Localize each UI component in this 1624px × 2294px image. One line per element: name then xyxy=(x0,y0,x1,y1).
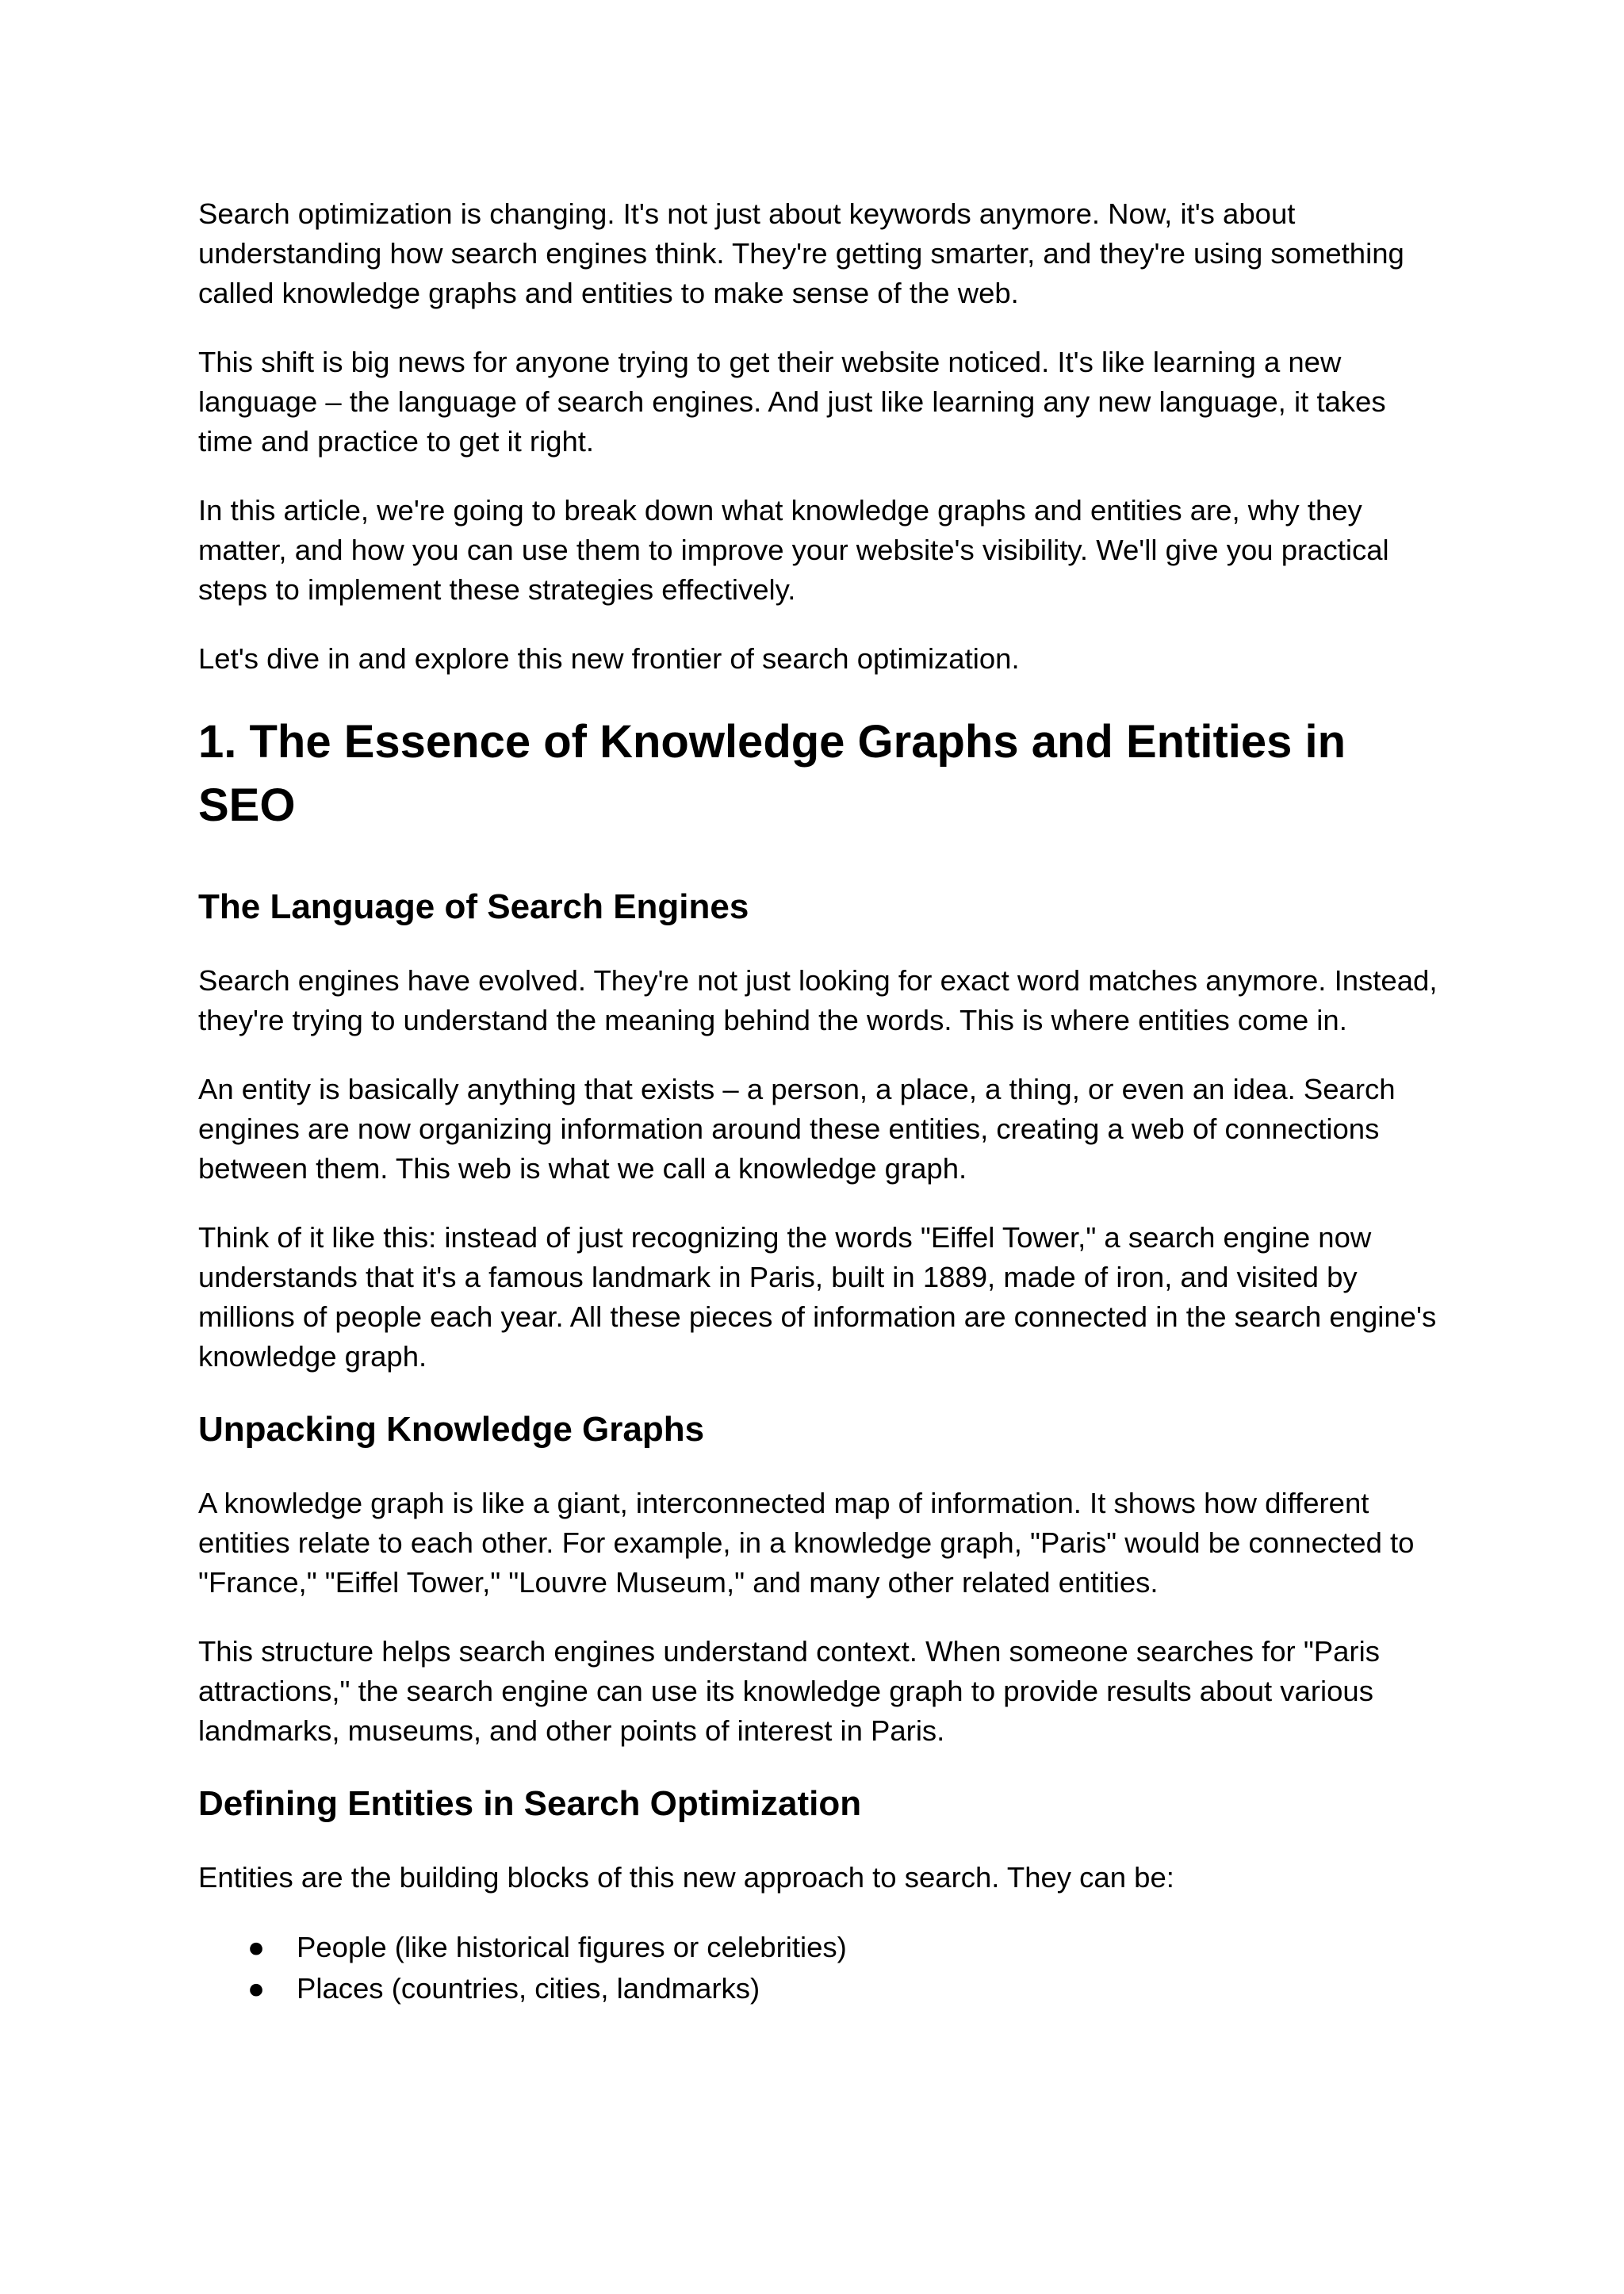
graphs-paragraph-2: This structure helps search engines understand context. When someone searches for "Paris attractions," the search engine can use its knowledge graph to provide results about various landmarks, museums, and other points of interest in Paris. xyxy=(198,1635,1380,1747)
entity-types-list xyxy=(198,1927,1443,2009)
list-item-text: Places (countries, cities, landmarks) xyxy=(297,1972,760,2005)
entities-paragraph-1: Entities are the building blocks of this new approach to search. They can be: xyxy=(198,1861,1174,1894)
subheading-language-of-search-engines: The Language of Search Engines xyxy=(198,887,749,926)
language-paragraph-3: Think of it like this: instead of just recognizing the words "Eiffel Tower," a search engine now understands that it's a famous landmark in Paris, built in 1889, made of iron, and visited by millions of people each year. All these pieces of information are connected in the search engine's knowledge graph. xyxy=(198,1221,1437,1373)
intro-paragraph-2: This shift is big news for anyone trying to get their website noticed. It's like learning a new language – the language of search engines. And just like learning any new language, it takes time and practice to get it right. xyxy=(198,346,1386,458)
bullet-icon: ● xyxy=(247,1931,266,1963)
language-paragraph-2: An entity is basically anything that exists – a person, a place, a thing, or even an idea. Search engines are now organizing information around these entities, creating a web of connections between them. This web is what we call a knowledge graph. xyxy=(198,1073,1396,1185)
document-page xyxy=(198,194,1443,2009)
bullet-icon: ● xyxy=(247,1972,266,2005)
language-paragraph-1: Search engines have evolved. They're not just looking for exact word matches anymore. Instead, they're trying to understand the meaning behind the words. This is where entities come in. xyxy=(198,964,1438,1036)
subheading-unpacking-knowledge-graphs: Unpacking Knowledge Graphs xyxy=(198,1410,705,1449)
subheading-defining-entities: Defining Entities in Search Optimization xyxy=(198,1784,862,1823)
list-item-text: People (like historical figures or celebrities) xyxy=(297,1931,847,1963)
list-item xyxy=(198,1968,1443,2009)
graphs-paragraph-1: A knowledge graph is like a giant, interconnected map of information. It shows how different entities relate to each other. For example, in a knowledge graph, "Paris" would be connected to "France," "Eiffel Tower," "Louvre Museum," and many other related entities. xyxy=(198,1487,1415,1599)
intro-paragraph-3: In this article, we're going to break down what knowledge graphs and entities are, why they matter, and how you can use them to improve your website's visibility. We'll give you practical steps to implement these strategies effectively. xyxy=(198,494,1389,606)
intro-paragraph-1: Search optimization is changing. It's not just about keywords anymore. Now, it's about understanding how search engines think. They're getting smarter, and they're using something called knowledge graphs and entities to make sense of the web. xyxy=(198,197,1404,309)
intro-paragraph-4: Let's dive in and explore this new frontier of search optimization. xyxy=(198,642,1020,675)
section-1-heading: 1. The Essence of Knowledge Graphs and Entities in SEO xyxy=(198,716,1346,831)
list-item xyxy=(198,1927,1443,1968)
